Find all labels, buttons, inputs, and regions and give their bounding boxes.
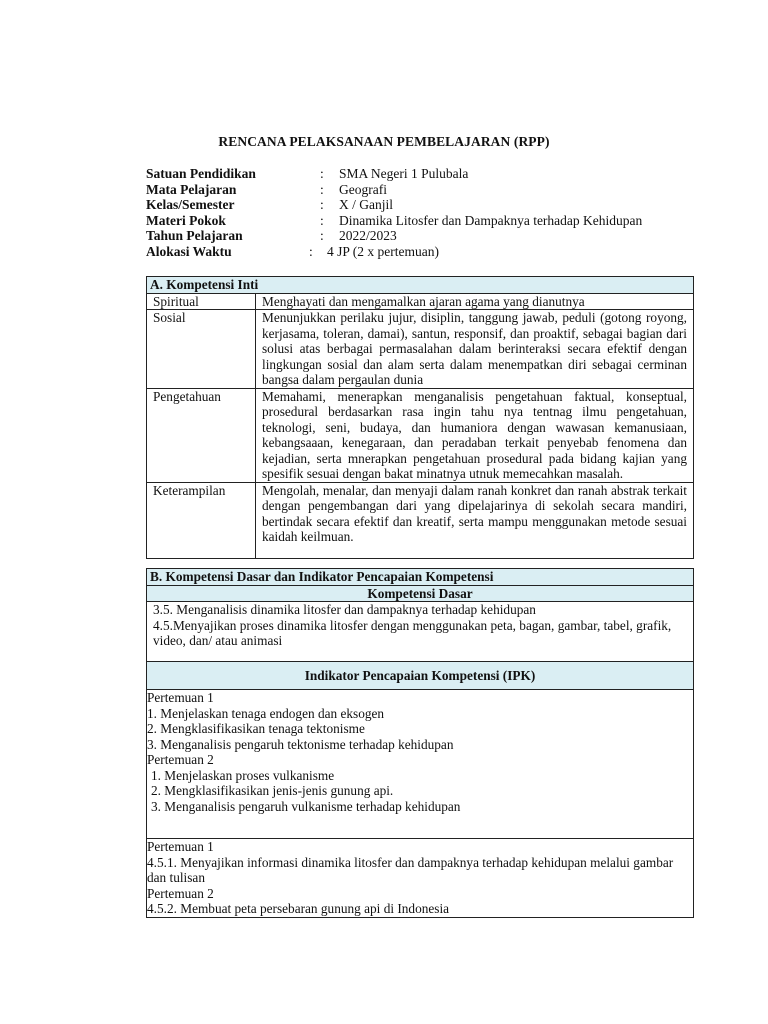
- document-title: RENCANA PELAKSANAAN PEMBELAJARAN (RPP): [218, 134, 550, 149]
- identity-colon: :: [320, 181, 324, 197]
- identity-colon: :: [320, 212, 324, 228]
- identity-value: Dinamika Litosfer dan Dampaknya terhadap Kehidupan: [339, 212, 643, 228]
- ipk-skill-item: 4.5.1. Menyajikan informasi dinamika litosfer dan dampaknya terhadap kehidupan melalui gambar dan tulisan: [147, 854, 674, 885]
- identity-value: 2022/2023: [339, 228, 397, 243]
- ipk-heading: Indikator Pencapaian Kompetensi (IPK): [147, 662, 694, 690]
- identity-colon: :: [320, 197, 324, 212]
- identity-value: X / Ganjil: [339, 197, 393, 212]
- aspect-text: Menunjukkan perilaku jujur, disiplin, tanggung jawab, peduli (gotong royong, kerjasama, toleran, damai), santun, responsif, dan proaktif, sebagai bagian dari solusi atas berbagai permasalahan dalam berinteraksi secara efektif dengan lingkungan sosial dan alam serta dalam menempatkan diri sebagai cerminan bangsa dalam pergaulan dunia: [256, 310, 694, 389]
- aspect-label: Pengetahuan: [147, 388, 256, 482]
- ipk-item: 2. Mengklasifikasikan jenis-jenis gunung api.: [151, 783, 394, 798]
- identity-label: Tahun Pelajaran: [146, 228, 243, 243]
- kd-cell: [147, 602, 694, 662]
- basic-competency-table: [146, 568, 694, 918]
- ipk-item: 3. Menganalisis pengaruh tektonisme terhadap kehidupan: [147, 736, 454, 752]
- aspect-label: Spiritual: [147, 293, 256, 310]
- identity-colon: :: [320, 166, 324, 181]
- meeting-label: Pertemuan 2: [147, 752, 214, 767]
- section-a-heading: A. Kompetensi Inti: [147, 277, 694, 294]
- aspect-text: Memahami, menerapkan menganalisis pengetahuan faktual, konseptual, prosedural berdasarkan rasa ingin tahu nya tentnag ilmu pengetahuan, teknologi, seni, budaya, dan humaniora dengan wawasan kemanusiaan, kebangsaaan, kenegaraan, dan peradaban terkait penyebab fenomena dan kejadian, serta mnerapkan pengetahuan prosedural pada bidang kajian yang spesifik sesuai dengan bakat minatnya utnuk memecahkan masalah.: [256, 388, 694, 482]
- kd-heading: Kompetensi Dasar: [147, 585, 694, 602]
- ipk-knowledge-cell: [147, 690, 694, 839]
- aspect-label: Keterampilan: [147, 482, 256, 558]
- identity-label: Kelas/Semester: [146, 197, 235, 212]
- ipk-item: 2. Mengklasifikasikan tenaga tektonisme: [147, 721, 365, 736]
- ipk-skill-cell: [147, 839, 694, 918]
- identity-label: Alokasi Waktu: [146, 243, 232, 259]
- core-competency-table: [146, 276, 694, 559]
- aspect-text: Menghayati dan mengamalkan ajaran agama yang dianutnya: [256, 293, 694, 310]
- kd-item: 4.5.Menyajikan proses dinamika litosfer dengan menggunakan peta, bagan, gambar, tabel, grafik, video, dan/ atau animasi: [153, 617, 672, 648]
- identity-colon: :: [309, 243, 313, 259]
- identity-label: Mata Pelajaran: [146, 181, 237, 197]
- meeting-label: Pertemuan 1: [147, 690, 214, 705]
- identity-value: SMA Negeri 1 Pulubala: [339, 166, 469, 181]
- identity-colon: :: [320, 228, 324, 243]
- aspect-text: Mengolah, menalar, dan menyaji dalam ranah konkret dan ranah abstrak terkait dengan pengembangan dari yang dipelajarinya di sekolah secara mandiri, bertindak secara efektif dan kreatif, serta mampu menggunakan metode sesuai kaidah keilmuan.: [256, 482, 694, 558]
- aspect-label: Sosial: [147, 310, 256, 389]
- meeting-label: Pertemuan 2: [147, 885, 214, 901]
- ipk-item: 1. Menjelaskan tenaga endogen dan eksogen: [147, 705, 385, 721]
- identity-value: Geografi: [339, 181, 387, 197]
- kd-item: 3.5. Menganalisis dinamika litosfer dan dampaknya terhadap kehidupan: [153, 602, 536, 617]
- ipk-item: 1. Menjelaskan proses vulkanisme: [151, 767, 335, 783]
- meeting-label: Pertemuan 1: [147, 839, 214, 854]
- ipk-item: 3. Menganalisis pengaruh vulkanisme terhadap kehidupan: [151, 798, 461, 814]
- identity-label: Satuan Pendidikan: [146, 166, 256, 181]
- identity-label: Materi Pokok: [146, 212, 226, 228]
- identity-value: 4 JP (2 x pertemuan): [327, 243, 439, 259]
- section-b-heading: B. Kompetensi Dasar dan Indikator Pencapaian Kompetensi: [147, 569, 694, 586]
- ipk-skill-item: 4.5.2. Membuat peta persebaran gunung api di Indonesia: [147, 901, 450, 916]
